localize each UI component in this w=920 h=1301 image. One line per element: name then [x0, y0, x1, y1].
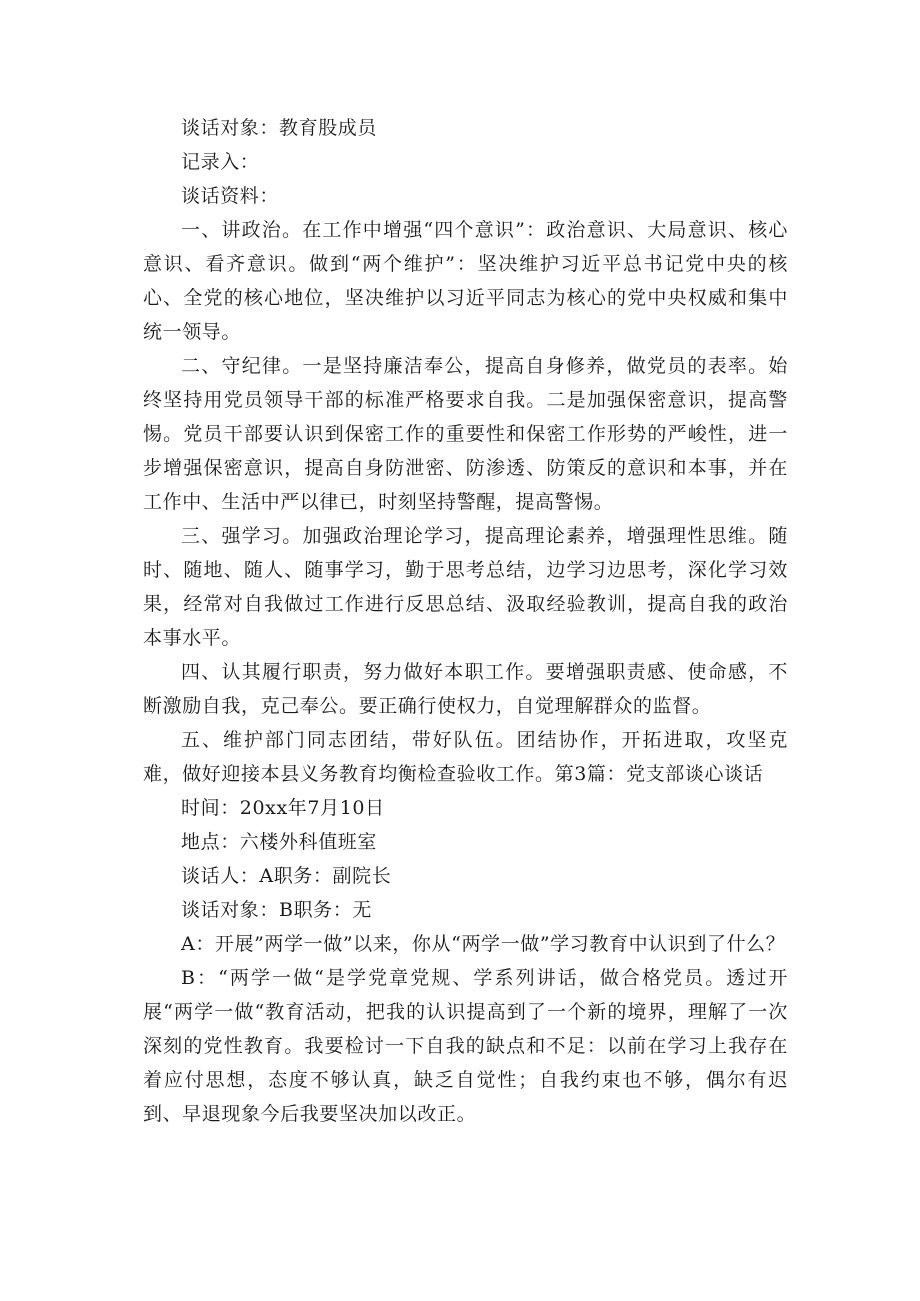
dialogue-answer: B：“两学一做“是学党章党规、学系列讲话，做合格党员。透过开展“两学一做“教育活动，把我的认识提高到了一个新的境界，理解了一次深刻的党性教育。我要检讨一下自我的缺点和不足：以前在学习上我存在着应付思想，态度不够认真，缺乏自觉性；自我约束也不够，偶尔有迟到、早退现象今后我要坚决加以改正。: [143, 967, 788, 1125]
meeting-time: 时间：20xx年7月10日: [181, 797, 385, 819]
meeting-target: 谈话对象：B职务：无: [181, 899, 372, 921]
recorder-line: 记录入：: [181, 151, 260, 173]
dialogue-question: A：开展”两学一做”以来，你从“两学一做”学习教育中认识到了什么？: [181, 933, 786, 955]
talk-target-line: 谈话对象：教育股成员: [181, 117, 378, 139]
meeting-place: 地点：六楼外科值班室: [181, 831, 378, 853]
material-line: 谈话资料：: [181, 185, 280, 207]
document-body: [143, 111, 788, 1131]
section-politics: 一、讲政治。在工作中增强“四个意识”：政治意识、大局意识、核心意识、看齐意识。做到“两个维护”：坚决维护习近平总书记党中央的核心、全党的核心地位，坚决维护以习近平同志为核心的党中央权威和集中统一领导。: [143, 219, 788, 343]
section-unity: 五、维护部门同志团结，带好队伍。团结协作，开拓进取，攻坚克难，做好迎接本县义务教育均衡检查验收工作。第3篇：党支部谈心谈话: [143, 729, 788, 785]
section-discipline: 二、守纪律。一是坚持廉洁奉公，提高自身修养，做党员的表率。始终坚持用党员领导干部的标准严格要求自我。二是加强保密意识，提高警惕。党员干部要认识到保密工作的重要性和保密工作形势的严峻性，进一步增强保密意识，提高自身防泄密、防渗透、防策反的意识和本事，并在工作中、生活中严以律已，时刻坚持警醒，提高警惕。: [143, 355, 788, 513]
section-study: 三、强学习。加强政治理论学习，提高理论素养，增强理性思维。随时、随地、随人、随事学习，勤于思考总结，边学习边思考，深化学习效果，经常对自我做过工作进行反思总结、汲取经验教训，提高自我的政治本事水平。: [143, 525, 788, 649]
section-duty: 四、认其履行职责，努力做好本职工作。要增强职责感、使命感，不断激励自我，克己奉公。要正确行使权力，自觉理解群众的监督。: [143, 661, 788, 717]
meeting-speaker: 谈话人：A职务：副院长: [181, 865, 392, 887]
